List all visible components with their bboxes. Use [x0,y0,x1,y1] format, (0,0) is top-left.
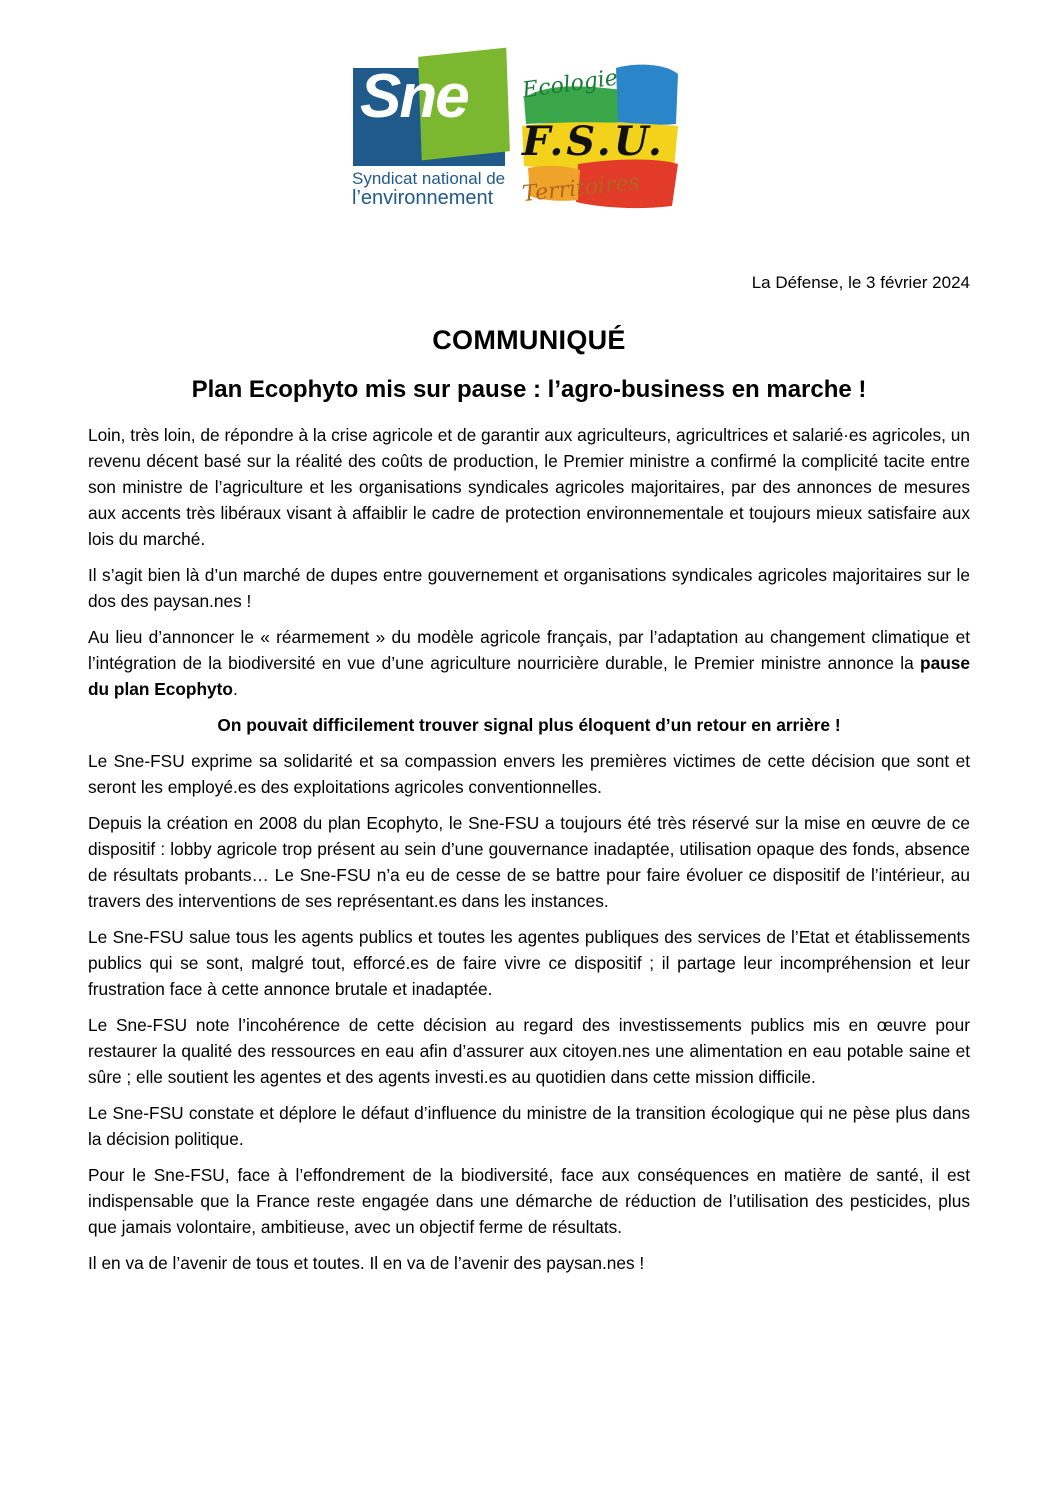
page-subtitle: Plan Ecophyto mis sur pause : l’agro-business en marche ! [191,376,867,403]
fsu-logo [518,60,683,212]
fsu-logo-mer: Mer [620,62,666,94]
paragraph-3-end: . [232,679,238,699]
paragraph-1: Loin, très loin, de répondre à la crise agricole et de garantir aux agriculteurs, agricultrices et salarié·es agricoles, un revenu décent basé sur la réalité des coûts de production, le Premier ministre a confirmé la complicité tacite entre son ministre de l’agriculture et les organisations syndicales agricoles majoritaires, par des annonces de mesures aux accents très libéraux visant à affaiblir le cadre de protection environnementale et toujours mieux satisfaire aux lois du marché. [88,425,970,549]
header-logos [350,52,690,222]
paragraph-3 [88,624,970,702]
sne-logo-caption-line2: l’environnement [352,187,494,209]
paragraph-9: Le Sne-FSU constate et déplore le défaut d’influence du ministre de la transition écologique qui ne pèse plus dans la décision politique. [88,1103,970,1149]
paragraph-3-emphasis: pause du plan Ecophyto [88,653,970,699]
paragraph-3-text: Au lieu d’annoncer le « réarmement » du modèle agricole français, par l’adaptation au changement climatique et l’intégration de la biodiversité en vue d’une agriculture nourricière durable, le Premier ministre annonce la [88,627,970,673]
paragraph-6: Depuis la création en 2008 du plan Ecophyto, le Sne-FSU a toujours été très réservé sur la mise en œuvre de ce dispositif : lobby agricole trop présent au sein d’une gouvernance inadaptée, utilisation opaque des fonds, absence de résultats probants… Le Sne-FSU n’a eu de cesse de se battre pour faire évoluer ce dispositif de l’intérieur, au travers des interventions de ses représentant.es dans les instances. [88,813,970,911]
fsu-logo-main: F.S.U. [522,118,665,165]
sne-logo-caption-line1: Syndicat national de [352,169,506,188]
paragraph-8: Le Sne-FSU note l’incohérence de cette décision au regard des investissements publics mis en œuvre pour restaurer la qualité des ressources en eau afin d’assurer aux citoyen.nes une alimentation en eau potable saine et sûre ; elle soutient les agentes et des agents investi.es au quotidien dans cette mission difficile. [88,1015,970,1087]
page-title: COMMUNIQUÉ [432,325,626,355]
fsu-logo-territoires: Territoires [521,169,641,208]
paragraph-11: Il en va de l’avenir de tous et toutes. Il en va de l’avenir des paysan.nes ! [88,1253,645,1273]
paragraph-5: Le Sne-FSU exprime sa solidarité et sa compassion envers les premières victimes de cette décision que sont et seront les employé.es des exploitations agricoles conventionnelles. [88,751,970,797]
document-body [88,422,970,1286]
sne-logo-word: Sne [360,62,468,131]
paragraph-7: Le Sne-FSU salue tous les agents publics et toutes les agentes publiques des services de l’Etat et établissements publics qui se sont, malgré tout, efforcé.es de faire vivre ce dispositif ; il partage leur incompréhension et leur frustration face à cette annonce brutale et inadaptée. [88,927,970,999]
paragraph-2: Il s’agit bien là d’un marché de dupes entre gouvernement et organisations syndicales agricoles majoritaires sur le dos des paysan.nes ! [88,565,970,611]
fsu-logo-ecologie: Ecologie [520,65,620,104]
date-line: La Défense, le 3 février 2024 [751,273,970,292]
sne-logo [350,52,515,212]
paragraph-4-highlight: On pouvait difficilement trouver signal plus éloquent d’un retour en arrière ! [217,715,841,735]
paragraph-10: Pour le Sne-FSU, face à l’effondrement de la biodiversité, face aux conséquences en matière de santé, il est indispensable que la France reste engagée dans une démarche de réduction de l’utilisation des pesticides, plus que jamais volontaire, ambitieuse, avec un objectif ferme de résultats. [88,1165,970,1237]
